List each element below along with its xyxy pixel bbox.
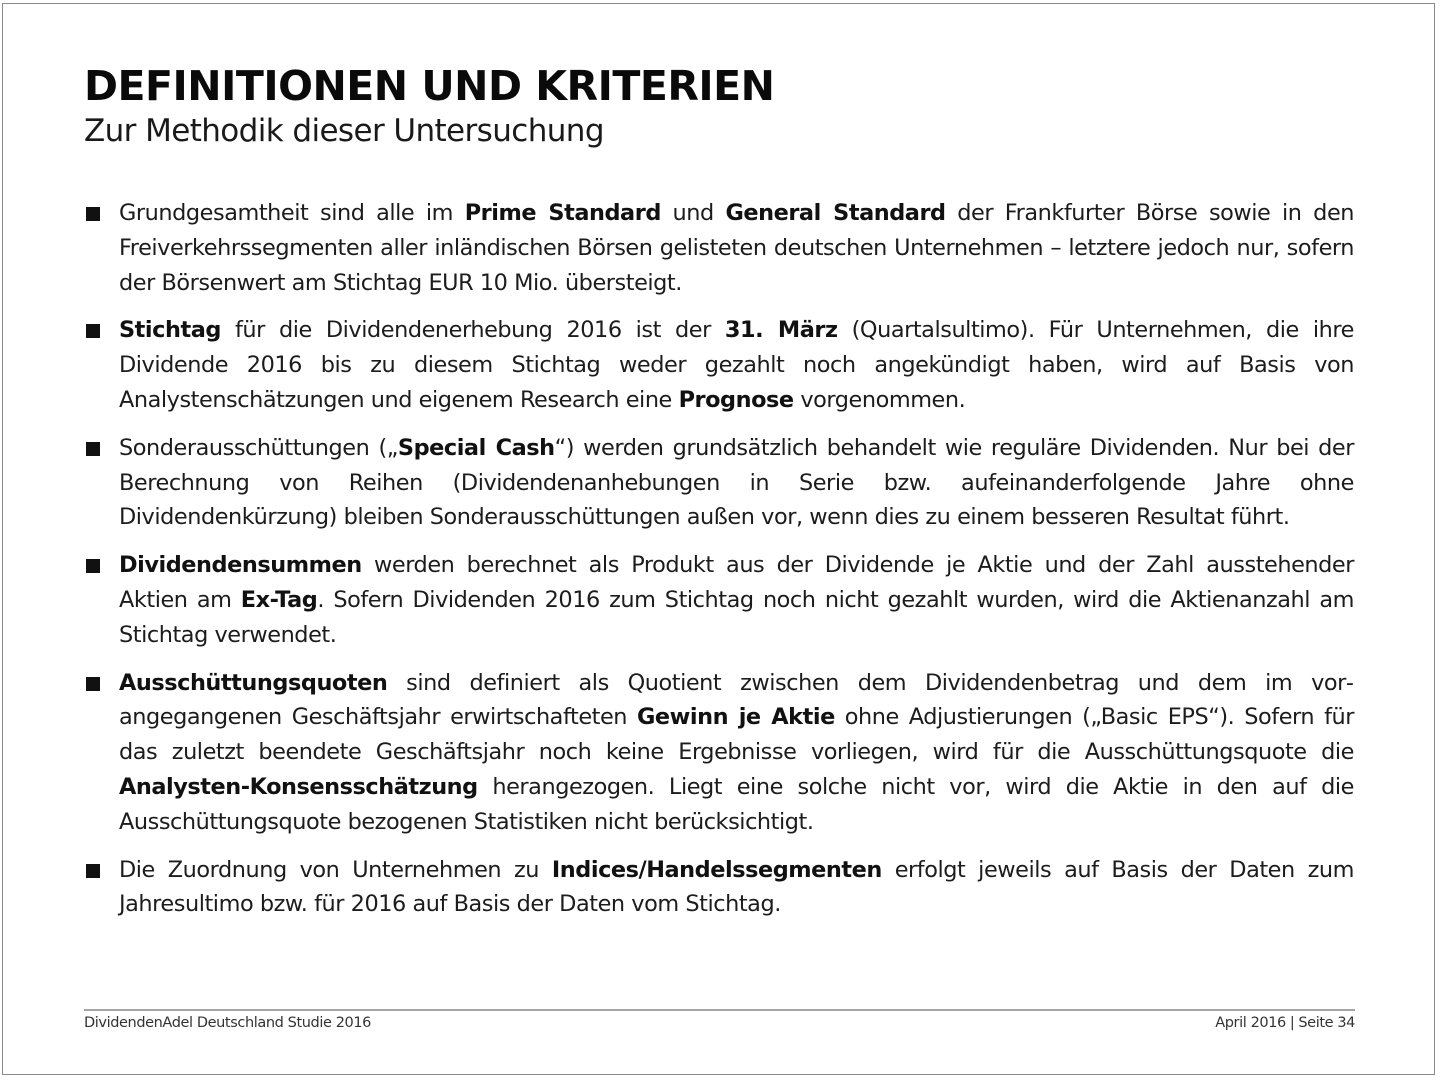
emphasis-term: Ex-Tag bbox=[240, 586, 318, 613]
square-bullet-icon bbox=[86, 559, 100, 573]
emphasis-term: Dividendensummen bbox=[119, 552, 362, 579]
criteria-text-run: und bbox=[660, 200, 726, 226]
criteria-text bbox=[119, 200, 1354, 296]
criteria-text-run: Sonderausschüttungen („ bbox=[119, 434, 398, 461]
emphasis-term: Stichtag bbox=[119, 317, 221, 344]
footer-date: April 2016 bbox=[1215, 1015, 1286, 1031]
criteria-text-run: herangezogen. Liegt eine solche nicht vor, wird die Aktie in den auf die Ausschüttungsquote bezogenen Statistiken nicht berücksichtigt. bbox=[119, 773, 1354, 835]
criteria-text-run: Die Zuordnung von Unternehmen zu bbox=[119, 856, 552, 883]
footer-page-number: Seite 34 bbox=[1298, 1015, 1355, 1031]
emphasis-term: General Standard bbox=[725, 200, 946, 226]
criteria-item-stichtag bbox=[84, 313, 1354, 417]
emphasis-term: Prime Standard bbox=[464, 200, 661, 226]
criteria-text-run: ohne Adjustierungen („Basic EPS“). Sofern für das zuletzt beendete Geschäftsjahr noch keine Ergebnisse vorliegen, wird für die Ausschüttungsquote die bbox=[119, 704, 1354, 766]
emphasis-term: Prognose bbox=[678, 386, 794, 413]
footer-divider bbox=[84, 1009, 1355, 1011]
criteria-item-sonderausschuettungen bbox=[84, 431, 1354, 535]
emphasis-term: Analysten-Konsensschätzung bbox=[119, 773, 478, 800]
square-bullet-icon bbox=[86, 677, 100, 691]
criteria-text-run: sind definiert als Quotient zwischen dem Dividendenbetrag und dem im vorangegangenen Geschäftsjahr erwirtschafteten bbox=[119, 669, 1354, 731]
square-bullet-icon bbox=[86, 442, 100, 456]
criteria-text-run: vorgenommen. bbox=[793, 386, 966, 413]
square-bullet-icon bbox=[86, 207, 100, 221]
footer-publication: DividendenAdel Deutschland Studie 2016 bbox=[84, 1015, 371, 1031]
square-bullet-icon bbox=[86, 864, 100, 878]
footer-page-info bbox=[1215, 1013, 1355, 1033]
criteria-item-grundgesamtheit bbox=[84, 196, 1354, 300]
criteria-item-ausschuettungsquoten bbox=[84, 666, 1354, 840]
criteria-list bbox=[84, 196, 1354, 935]
emphasis-term: Special Cash bbox=[397, 434, 555, 461]
criteria-text-run: Grundgesamtheit sind alle im bbox=[119, 200, 465, 226]
page-title: DEFINITIONEN UND KRITERIEN bbox=[84, 62, 775, 110]
criteria-text-run: (Quartalsultimo). Für Unternehmen, die ihre Dividende 2016 bis zu diesem Stichtag weder gezahlt noch angekündigt haben, wird auf Basis von Analystenschätzungen und eigenem Research eine bbox=[119, 317, 1355, 413]
criteria-text bbox=[119, 857, 1354, 918]
criteria-text bbox=[119, 317, 1354, 413]
criteria-item-dividendensummen bbox=[84, 548, 1354, 652]
emphasis-term: Gewinn je Aktie bbox=[636, 704, 835, 731]
criteria-text-run: für die Dividendenerhebung 2016 ist der bbox=[220, 317, 725, 344]
criteria-text bbox=[119, 435, 1354, 531]
emphasis-term: 31. März bbox=[724, 317, 838, 344]
square-bullet-icon bbox=[86, 324, 100, 338]
criteria-text-run: . Sofern Dividenden 2016 zum Stichtag noch nicht gezahlt wurden, wird die Aktienanzahl am Stichtag verwendet. bbox=[119, 586, 1354, 648]
page-subtitle: Zur Methodik dieser Untersuchung bbox=[84, 113, 604, 149]
criteria-text bbox=[119, 552, 1354, 648]
criteria-text-run: der Frankfurter Börse sowie in den Freiverkehrssegmenten aller inländischen Börsen gelisteten deutschen Unternehmen – letztere jedoch nur, sofern der Börsenwert am Stichtag EUR 10 Mio. übersteigt. bbox=[119, 200, 1355, 296]
criteria-item-zuordnung bbox=[84, 853, 1354, 923]
criteria-text bbox=[119, 670, 1354, 835]
criteria-text-run: “) werden grundsätzlich behandelt wie reguläre Dividenden. Nur bei der Berechnung von Reihen (Dividendenanhebungen in Serie bzw. aufeinanderfolgende Jahre ohne Dividendenkürzung) bleiben Sonderausschüttungen außen vor, wenn dies zu einem besseren Resultat führt. bbox=[119, 434, 1354, 531]
emphasis-term: Ausschüttungsquoten bbox=[119, 669, 388, 696]
emphasis-term: Indices/Handelssegmenten bbox=[551, 856, 882, 883]
footer-separator: | bbox=[1289, 1015, 1295, 1031]
criteria-text-run: erfolgt jeweils auf Basis der Daten zum Jahresultimo bzw. für 2016 auf Basis der Daten vom Stichtag. bbox=[119, 856, 1354, 918]
criteria-text-run: werden berechnet als Produkt aus der Dividende je Aktie und der Zahl ausstehender Aktien am bbox=[119, 552, 1354, 613]
